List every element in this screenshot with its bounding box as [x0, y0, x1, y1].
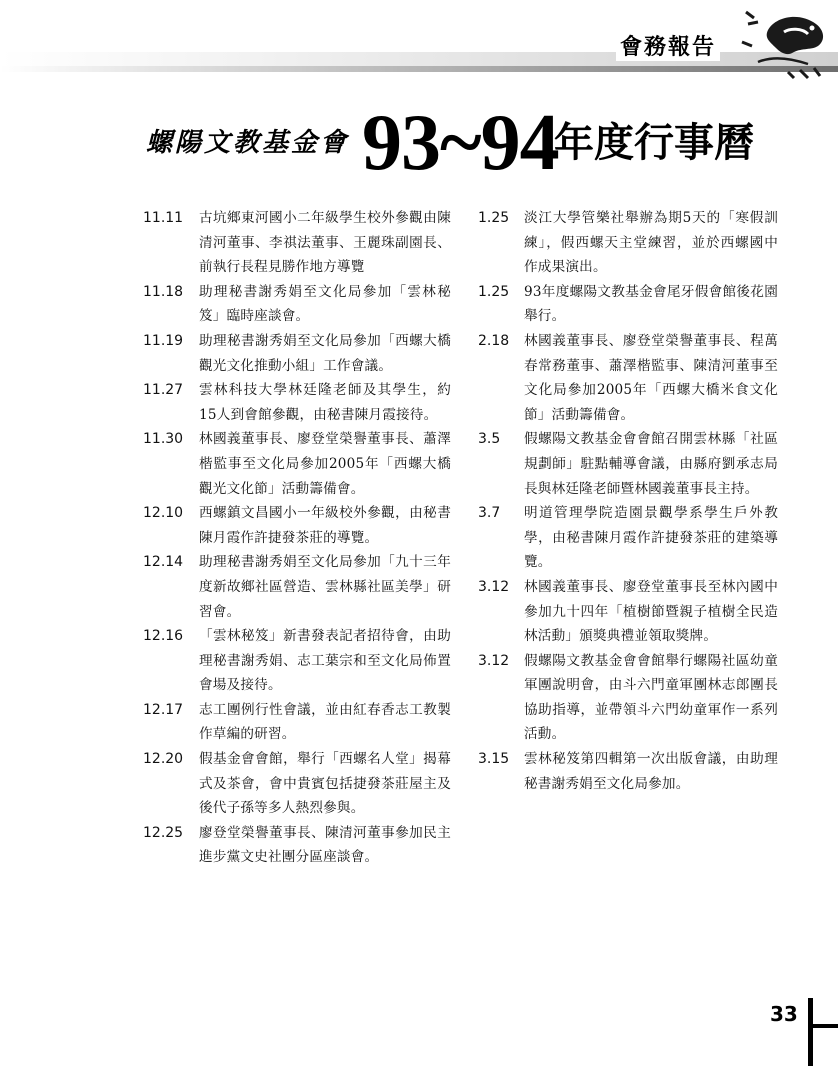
calendar-entry [143, 550, 451, 624]
calendar-entry [478, 501, 778, 575]
calendar-entry [143, 747, 451, 821]
entry-date: 11.19 [143, 332, 184, 349]
entry-date: 2.18 [478, 332, 510, 349]
entry-date: 11.18 [143, 283, 184, 300]
entry-date: 3.5 [478, 431, 501, 448]
entry-text: 志工團例行性會議，並由紅春香志工教製作草編的研習。 [199, 701, 451, 743]
calendar-entry [143, 427, 451, 501]
entry-text: 雲林科技大學林廷隆老師及其學生，約15人到會館參觀，由秘書陳月霞接待。 [199, 382, 451, 423]
calendar-entry [478, 575, 778, 649]
entry-date: 11.27 [143, 382, 184, 399]
entry-text: 古坑鄉東河國小二年級學生校外參觀由陳清河董事、李祺法董事、王麗珠副園長、前執行長程見勝作地方導覽 [199, 210, 451, 276]
calendar-entry [143, 698, 451, 747]
entry-date: 3.12 [478, 578, 510, 595]
entry-text: 廖登堂榮譽董事長、陳清河董事參加民主進步黨文史社團分區座談會。 [199, 824, 451, 866]
entry-text: 93年度螺陽文教基金會尾牙假會館後花園舉行。 [524, 283, 778, 325]
entry-text: 助理秘書謝秀娟至文化局參加「九十三年度新故鄉社區營造、雲林縣社區美學」研習會。 [199, 554, 451, 620]
calendar-column-right [478, 206, 778, 796]
calendar-entry [143, 624, 451, 698]
entry-text: 林國義董事長、廖登堂榮譽董事長、程萬春常務董事、蕭澤楷監事、陳清河董事至文化局參加2005年「西螺大橋米食文化節」活動籌備會。 [524, 332, 778, 423]
calendar-column-left [143, 206, 451, 870]
entry-text: 明道管理學院造園景觀學系學生戶外教學，由秘書陳月霞作許捷發茶莊的建築導覽。 [524, 505, 778, 571]
calendar-entry [143, 206, 451, 280]
entry-text: 林國義董事長、廖登堂董事長至林內國中參加九十四年「植樹節暨親子植樹全民造林活動」頒獎典禮並領取獎牌。 [524, 578, 778, 645]
calendar-entry [478, 747, 778, 796]
entry-date: 12.25 [143, 824, 184, 841]
entry-text: 林國義董事長、廖登堂榮譽董事長、蕭澤楷監事至文化局參加2005年「西螺大橋觀光文化節」活動籌備會。 [199, 431, 451, 497]
entry-text: 假螺陽文教基金會會館召開雲林縣「社區規劃師」駐點輔導會議，由縣府劉承志局長與林廷隆老師暨林國義董事長主持。 [524, 431, 778, 497]
calendar-entry [143, 280, 451, 329]
foundation-logo [728, 2, 830, 84]
calendar-entry [478, 649, 778, 747]
entry-text: 雲林秘笈第四輯第一次出版會議，由助理秘書謝秀娟至文化局參加。 [524, 751, 778, 792]
entry-date: 11.11 [143, 210, 184, 226]
page-number: 33 [770, 1002, 798, 1026]
entry-date: 3.12 [478, 652, 510, 669]
entry-text: 假基金會會館，舉行「西螺名人堂」揭幕式及茶會，會中貴賓包括捷發茶莊屋主及後代子孫等多人熱烈參與。 [199, 751, 451, 817]
entry-date: 3.15 [478, 751, 510, 768]
page-edge-bar [808, 998, 813, 1066]
calendar-entry [143, 329, 451, 378]
entry-date: 3.7 [478, 505, 501, 522]
foundation-name: 螺陽文教基金會 [146, 128, 350, 158]
entry-date: 1.25 [478, 283, 510, 300]
entry-text: 助理秘書謝秀娟至文化局參加「西螺大橋觀光文化推動小組」工作會議。 [199, 332, 451, 374]
calendar-entry [478, 280, 778, 329]
title-years: 93~94 [362, 99, 559, 187]
entry-date: 1.25 [478, 210, 510, 226]
calendar-entry [478, 427, 778, 501]
entry-text: 淡江大學管樂社舉辦為期5天的「寒假訓練」，假西螺天主堂練習，並於西螺國中作成果演出。 [524, 210, 778, 276]
header-rule [0, 66, 838, 72]
page-edge-tick [808, 1024, 838, 1028]
calendar-entry [478, 206, 778, 280]
entry-date: 12.20 [143, 751, 184, 768]
entry-text: 假螺陽文教基金會會館舉行螺陽社區幼童軍團說明會，由斗六門童軍團林志郎團長協助指導，並帶領斗六門幼童軍作一系列活動。 [524, 652, 778, 743]
entry-date: 12.10 [143, 505, 184, 522]
calendar-entry [143, 501, 451, 550]
calendar-entry [143, 378, 451, 427]
entry-date: 11.30 [143, 431, 184, 448]
entry-date: 12.16 [143, 628, 184, 645]
calendar-entry [143, 821, 451, 870]
entry-text: 助理秘書謝秀娟至文化局參加「雲林秘笈」臨時座談會。 [199, 283, 451, 325]
entry-text: 西螺鎮文昌國小一年級校外參觀，由秘書陳月霞作許捷發茶莊的導覽。 [199, 505, 451, 546]
section-label: 會務報告 [616, 30, 720, 61]
entry-date: 12.14 [143, 554, 184, 571]
title-suffix: 年度行事曆 [554, 120, 754, 166]
entry-date: 12.17 [143, 701, 184, 718]
entry-text: 「雲林秘笈」新書發表記者招待會，由助理秘書謝秀娟、志工葉宗和至文化局佈置會場及接待。 [199, 628, 451, 694]
calendar-entry [478, 329, 778, 427]
